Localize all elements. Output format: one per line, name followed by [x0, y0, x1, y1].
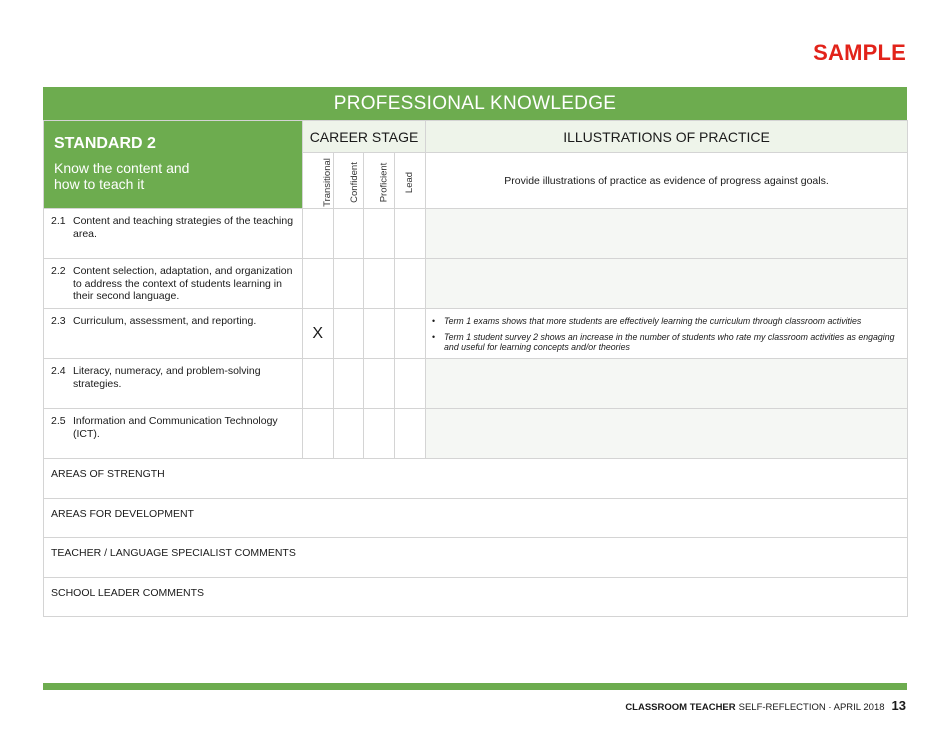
teacher-comments-label: TEACHER / LANGUAGE SPECIALIST COMMENTS	[51, 547, 296, 559]
standard-subtitle-line-1: Know the content and	[54, 160, 190, 176]
table-row	[44, 498, 908, 538]
table-header-row	[44, 121, 908, 153]
lead-check-cell[interactable]	[394, 409, 426, 459]
list-item	[432, 316, 899, 327]
confident-check-cell[interactable]	[333, 259, 364, 309]
page-number: 13	[891, 698, 906, 713]
criterion-number: 2.4	[51, 365, 66, 377]
proficient-check-cell[interactable]	[364, 359, 395, 409]
standard-header-cell	[44, 121, 303, 209]
table-row	[44, 409, 908, 459]
table-row	[44, 309, 908, 359]
illustration-cell[interactable]	[426, 209, 908, 259]
criterion-cell	[44, 209, 303, 259]
transitional-check-cell[interactable]	[303, 259, 334, 309]
evidence-text: Term 1 student survey 2 shows an increase in the number of students who rate my classroom activities as engaging and useful for learning concepts and/or theories	[444, 331, 895, 352]
table-row	[44, 359, 908, 409]
transitional-check-cell[interactable]: X	[303, 309, 334, 359]
areas-of-strength-label: AREAS OF STRENGTH	[51, 468, 165, 480]
confident-check-cell[interactable]	[333, 409, 364, 459]
proficient-check-cell[interactable]	[364, 309, 395, 359]
standard-subtitle-line-2: how to teach it	[54, 176, 145, 192]
bullet-icon: •	[432, 316, 436, 326]
illustration-cell[interactable]	[426, 359, 908, 409]
criterion-text: Curriculum, assessment, and reporting.	[73, 315, 257, 327]
level-proficient	[364, 153, 395, 209]
table-row	[44, 577, 908, 617]
level-label: Proficient	[378, 162, 390, 202]
page-footer	[625, 698, 906, 713]
bullet-icon: •	[432, 331, 436, 342]
level-lead	[394, 153, 426, 209]
criterion-text: Information and Communication Technology (ICT).	[73, 415, 278, 440]
teacher-comments-field[interactable]	[44, 538, 908, 578]
level-transitional	[303, 153, 334, 209]
illustration-cell[interactable]	[426, 409, 908, 459]
footer-doc-subtitle: SELF-REFLECTION · APRIL 2018	[738, 702, 885, 713]
table-row	[44, 538, 908, 578]
table-row	[44, 459, 908, 499]
level-confident	[333, 153, 364, 209]
proficient-check-cell[interactable]	[364, 259, 395, 309]
school-leader-comments-field[interactable]	[44, 577, 908, 617]
table-row	[44, 209, 908, 259]
level-label: Transitional	[321, 157, 333, 207]
lead-check-cell[interactable]	[394, 359, 426, 409]
transitional-check-cell[interactable]	[303, 209, 334, 259]
criterion-number: 2.2	[51, 265, 66, 277]
criterion-cell	[44, 359, 303, 409]
criterion-cell	[44, 259, 303, 309]
areas-for-development-label: AREAS FOR DEVELOPMENT	[51, 507, 194, 520]
school-leader-comments-label: SCHOOL LEADER COMMENTS	[51, 586, 205, 599]
proficient-check-cell[interactable]	[364, 409, 395, 459]
areas-for-development-field[interactable]	[44, 498, 908, 538]
confident-check-cell[interactable]	[333, 309, 364, 359]
list-item	[432, 332, 899, 353]
footer-doc-title: CLASSROOM TEACHER	[625, 702, 736, 713]
career-stage-header: CAREER STAGE	[303, 121, 426, 153]
table-row	[44, 259, 908, 309]
illustrations-description: Provide illustrations of practice as evidence of progress against goals.	[426, 153, 908, 209]
section-title-banner: PROFESSIONAL KNOWLEDGE	[43, 87, 907, 120]
areas-of-strength-field[interactable]	[44, 459, 908, 499]
standard-table	[43, 120, 908, 617]
criterion-number: 2.3	[51, 315, 66, 327]
level-label: Lead	[404, 171, 416, 193]
criterion-text: Literacy, numeracy, and problem-solving strategies.	[73, 365, 261, 390]
illustration-cell[interactable]	[426, 309, 908, 359]
lead-check-cell[interactable]	[394, 259, 426, 309]
sample-watermark-label: SAMPLE	[813, 40, 906, 65]
evidence-list	[426, 309, 907, 353]
criterion-number: 2.5	[51, 415, 66, 427]
lead-check-cell[interactable]	[394, 309, 426, 359]
criterion-cell	[44, 309, 303, 359]
illustration-cell[interactable]	[426, 259, 908, 309]
transitional-check-cell[interactable]	[303, 359, 334, 409]
evidence-text: Term 1 exams shows that more students are effectively learning the curriculum through classroom activities	[444, 316, 862, 326]
lead-check-cell[interactable]	[394, 209, 426, 259]
standard-title: STANDARD 2	[54, 135, 156, 152]
criterion-cell	[44, 409, 303, 459]
criterion-number: 2.1	[51, 215, 66, 227]
transitional-check-cell[interactable]	[303, 409, 334, 459]
criterion-text: Content and teaching strategies of the teaching area.	[73, 215, 294, 240]
proficient-check-cell[interactable]	[364, 209, 395, 259]
confident-check-cell[interactable]	[333, 209, 364, 259]
confident-check-cell[interactable]	[333, 359, 364, 409]
level-label: Confident	[348, 161, 360, 203]
criterion-text: Content selection, adaptation, and organization to address the context of students learning in their second language.	[73, 265, 293, 302]
illustrations-header: ILLUSTRATIONS OF PRACTICE	[426, 121, 908, 153]
footer-divider	[43, 683, 907, 690]
